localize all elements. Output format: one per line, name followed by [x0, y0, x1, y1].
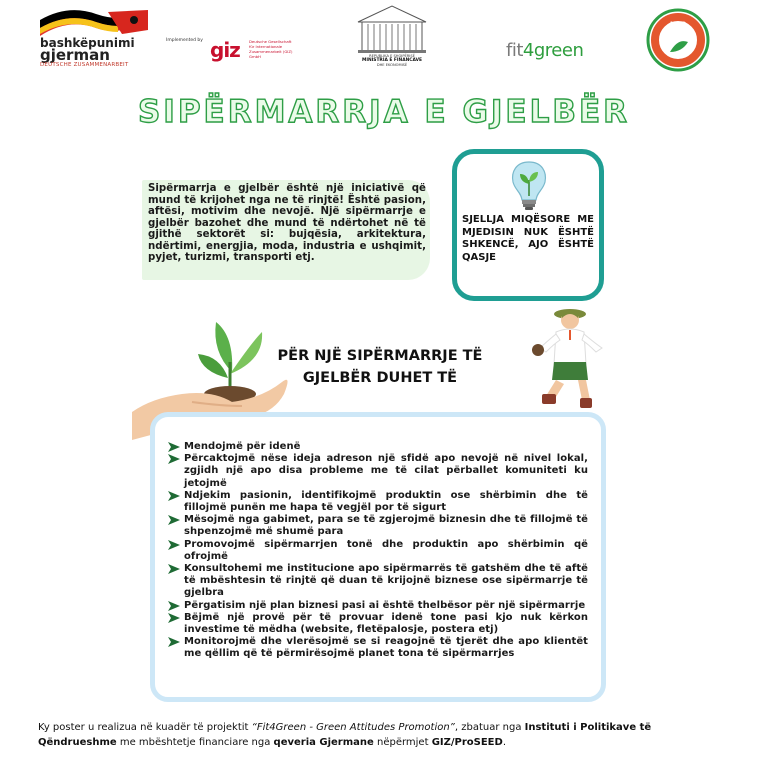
ministry-line2: MINISTRIA E FINANCAVE — [361, 58, 423, 63]
subtitle-line1: PËR NJË SIPËRMARRJE TË — [277, 348, 483, 364]
arrow-right-icon — [168, 442, 180, 452]
page-title: SIPËRMARRJA E GJELBËR — [137, 94, 631, 130]
lightbulb-plant-icon — [508, 160, 550, 214]
bashkepunimi-line2: gjerman — [40, 46, 110, 64]
step-item — [168, 563, 588, 600]
footer-funder: qeveria Gjermane — [273, 737, 374, 748]
step-item — [168, 514, 588, 538]
step-item — [168, 612, 588, 636]
step-text: Konsultohemi me institucione apo sipërmarrës të gatshëm dhe të aftë të mbështesin të rinjtë që duan të krijojnë biznese ose sipërmarrje të gjelbra — [184, 563, 588, 599]
isp-logo — [646, 8, 710, 72]
step-text: Promovojmë sipërmarrjen tonë dhe produktin apo shërbimin që ofrojmë — [184, 538, 588, 562]
arrow-right-icon — [168, 637, 180, 647]
implemented-by-label: Implemented by — [166, 38, 203, 43]
step-item — [168, 441, 588, 453]
quote-text: SJELLJA MIQËSORE ME MJEDISIN NUK ËSHTË SHKENCË, AJO ËSHTË QASJE — [462, 214, 594, 263]
giz-subtitle: Deutsche Gesellschaft für Internationale Zusammenarbeit (GIZ) GmbH — [249, 39, 293, 59]
step-item — [168, 539, 588, 563]
steps-list — [168, 441, 588, 661]
fit4green-logo: fit4green — [506, 40, 584, 61]
arrow-right-icon — [168, 564, 180, 574]
intro-text: Sipërmarrja e gjelbër është një iniciativë që mund të krijohet nga ne të rinjtë! Është pasion, aftësi, motivim dhe nevojë. Një sipërmarrje e gjelbër bazohet dhe mund të ndërtohet në të gjithë sektorët si: bujqësia, arkitektura, ndërtimi, energjia, moda, industria e ushqimit, pyjet, turizmi, transporti etj. — [148, 183, 426, 263]
footer-project: “Fit4Green - Green Attitudes Promotion” — [251, 722, 455, 733]
step-item — [168, 636, 588, 660]
arrow-right-icon — [168, 601, 180, 611]
step-text: Përgatisim një plan biznesi pasi ai është thelbësor për një sipërmarrje — [184, 599, 586, 611]
arrow-right-icon — [168, 454, 180, 464]
arrow-right-icon — [168, 491, 180, 501]
ministry-line1: REPUBLIKA E SHQIPËRISË — [369, 54, 415, 58]
isp-logo-text: ISP — [669, 21, 687, 31]
step-text: Përcaktojmë nëse ideja adreson një sfidë apo nevojë në nivel lokal, zgjidh një apo disa probleme me të cilat përballet komuniteti ku jetojmë — [184, 453, 588, 489]
step-text: Ndjekim pasionin, identifikojmë produktin ose shërbimin dhe të fillojmë punën me hapa të vegjël por të sigurt — [184, 489, 588, 514]
step-item — [168, 490, 588, 514]
ministry-line3: DHE EKONOMISË — [376, 63, 408, 67]
subtitle-line2: GJELBËR DUHET TË — [302, 370, 458, 386]
step-text: Monitorojmë dhe vlerësojmë se si reagojnë të tjerët dhe apo klientët me qëllim që të përmirësojmë planet tona të sipërmarrjes — [184, 636, 588, 660]
section-subtitle — [260, 345, 500, 389]
woman-explorer-icon — [526, 304, 610, 410]
arrow-right-icon — [168, 515, 180, 525]
step-text: Mendojmë për idenë — [184, 441, 301, 452]
bashkepunimi-line3: DEUTSCHE ZUSAMMENARBEIT — [40, 62, 129, 68]
step-text: Bëjmë një provë për të provuar idenë tone pasi kjo nuk kërkon investime të mëdha (website, fletëpalosje, postera etj) — [184, 611, 588, 636]
footer-implementer: Instituti i Politikave të Qëndrueshme — [38, 722, 652, 748]
intro-emphasis: të rinjtë! — [292, 194, 344, 206]
footer-credits: Ky poster u realizua në kuadër të projektit “Fit4Green - Green Attitudes Promotion”, zbatuar nga Instituti i Politikave të Qëndrueshme me mbështetje financiare nga qeveria Gjermane nëpërmjet GIZ/ProSEED. — [38, 722, 652, 748]
bashkepunimi-line1: bashkëpunimi — [40, 36, 135, 50]
footer-program: GIZ/ProSEED — [431, 737, 503, 748]
giz-logo: giz — [210, 38, 240, 62]
flag-ribbon-icon — [38, 8, 150, 38]
arrow-right-icon — [168, 613, 180, 623]
arrow-right-icon — [168, 540, 180, 550]
step-item — [168, 600, 588, 612]
step-text: Mësojmë nga gabimet, para se të zgjerojmë biznesin dhe të fillojmë të shpenzojmë më shumë para — [184, 514, 588, 538]
step-item — [168, 453, 588, 490]
